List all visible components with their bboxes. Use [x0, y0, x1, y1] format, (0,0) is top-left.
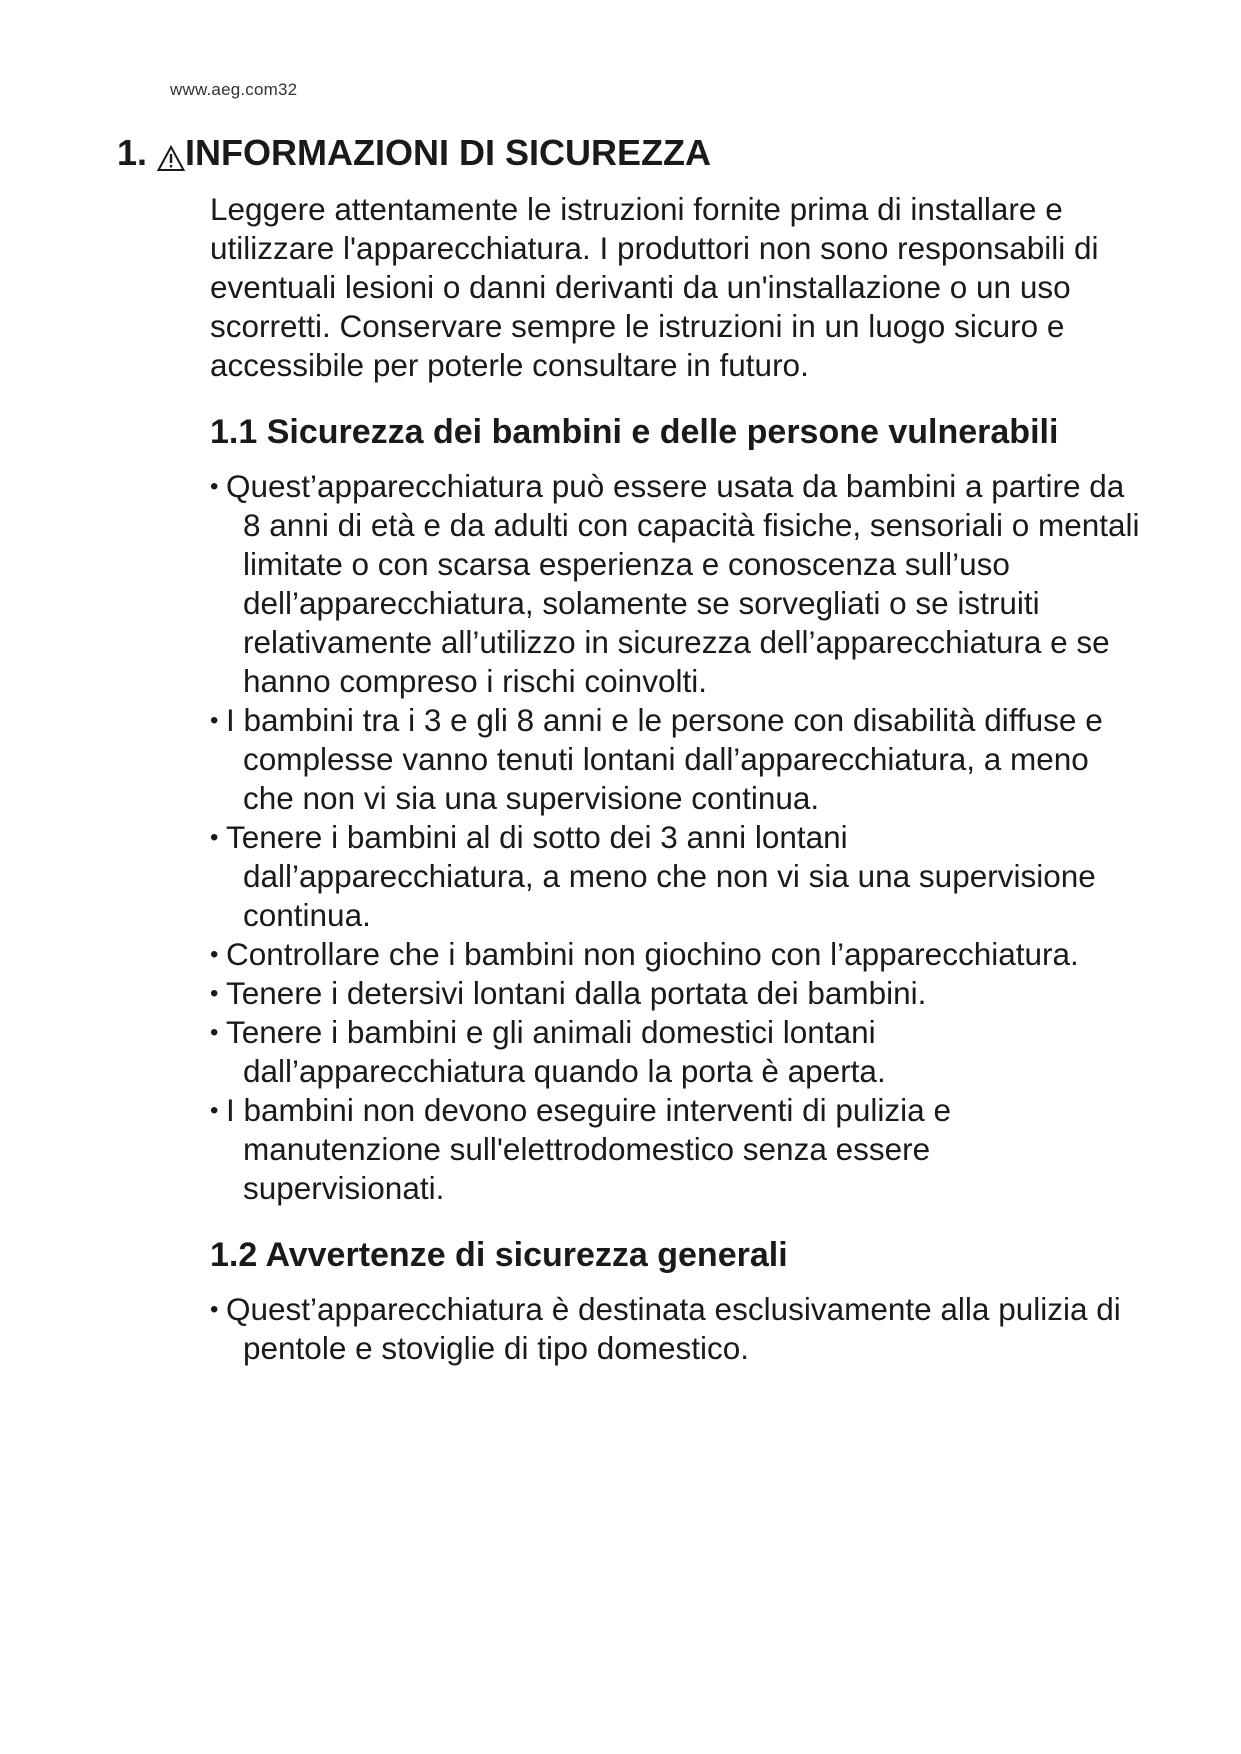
subsection-2-title: 1.2 Avvertenze di sicurezza generali: [210, 1236, 788, 1274]
list-item: • Controllare che i bambini non giochino con l’apparecchiatura.: [210, 936, 1079, 972]
bullet-icon: •: [210, 1019, 219, 1046]
bullet-icon: •: [210, 707, 219, 734]
list-item: • Tenere i detersivi lontani dalla portata dei bambini.: [210, 975, 927, 1011]
intro-paragraph: Leggere attentamente le istruzioni fornite prima di installare e utilizzare l'apparecchiatura. I produttori non sono responsabili di eventuali lesioni o danni derivanti da un'installazione o un uso scorretti. Conservare sempre le istruzioni in un luogo sicuro e accessibile per poterle consultare in futuro.: [210, 191, 1099, 383]
section-number: 1.: [117, 132, 148, 173]
page-header-url: www.aeg.com32: [170, 80, 298, 99]
list-item: • Tenere i bambini al di sotto dei 3 anni lontani dall’apparecchiatura, a meno che non vi sia una supervisione continua.: [210, 819, 1096, 933]
subsection-1-list: [210, 467, 1140, 1208]
bullet-icon: •: [210, 941, 219, 968]
section-title: [117, 132, 711, 174]
bullet-icon: •: [210, 473, 219, 500]
bullet-icon: •: [210, 824, 219, 851]
list-item: • I bambini tra i 3 e gli 8 anni e le persone con disabilità diffuse e complesse vanno tenuti lontani dall’apparecchiatura, a meno che non vi sia una supervisione continua.: [210, 702, 1103, 816]
subsection-2-list: [210, 1290, 1140, 1368]
list-item: • Quest’apparecchiatura è destinata esclusivamente alla pulizia di pentole e stoviglie di tipo domestico.: [210, 1291, 1121, 1366]
bullet-icon: •: [210, 1296, 219, 1323]
list-item: • I bambini non devono eseguire interventi di pulizia e manutenzione sull'elettrodomestico senza essere supervisionati.: [210, 1092, 951, 1206]
section-title-text: INFORMAZIONI DI SICUREZZA: [185, 132, 712, 173]
warning-triangle-icon: [157, 140, 185, 168]
bullet-icon: •: [210, 980, 219, 1007]
list-item: • Quest’apparecchiatura può essere usata da bambini a partire da 8 anni di età e da adulti con capacità fisiche, sensoriali o mentali limitate o con scarsa esperienza e conoscenza sull’uso dell’apparecchiatura, solamente se sorvegliati o se istruiti relativamente all’utilizzo in sicurezza dell’apparecchiatura e se hanno compreso i rischi coinvolti.: [210, 468, 1140, 699]
subsection-1-title: 1.1 Sicurezza dei bambini e delle persone vulnerabili: [210, 413, 1059, 451]
content-body: [210, 190, 1140, 1368]
list-item: • Tenere i bambini e gli animali domestici lontani dall’apparecchiatura quando la porta è aperta.: [210, 1014, 886, 1089]
bullet-icon: •: [210, 1097, 219, 1124]
